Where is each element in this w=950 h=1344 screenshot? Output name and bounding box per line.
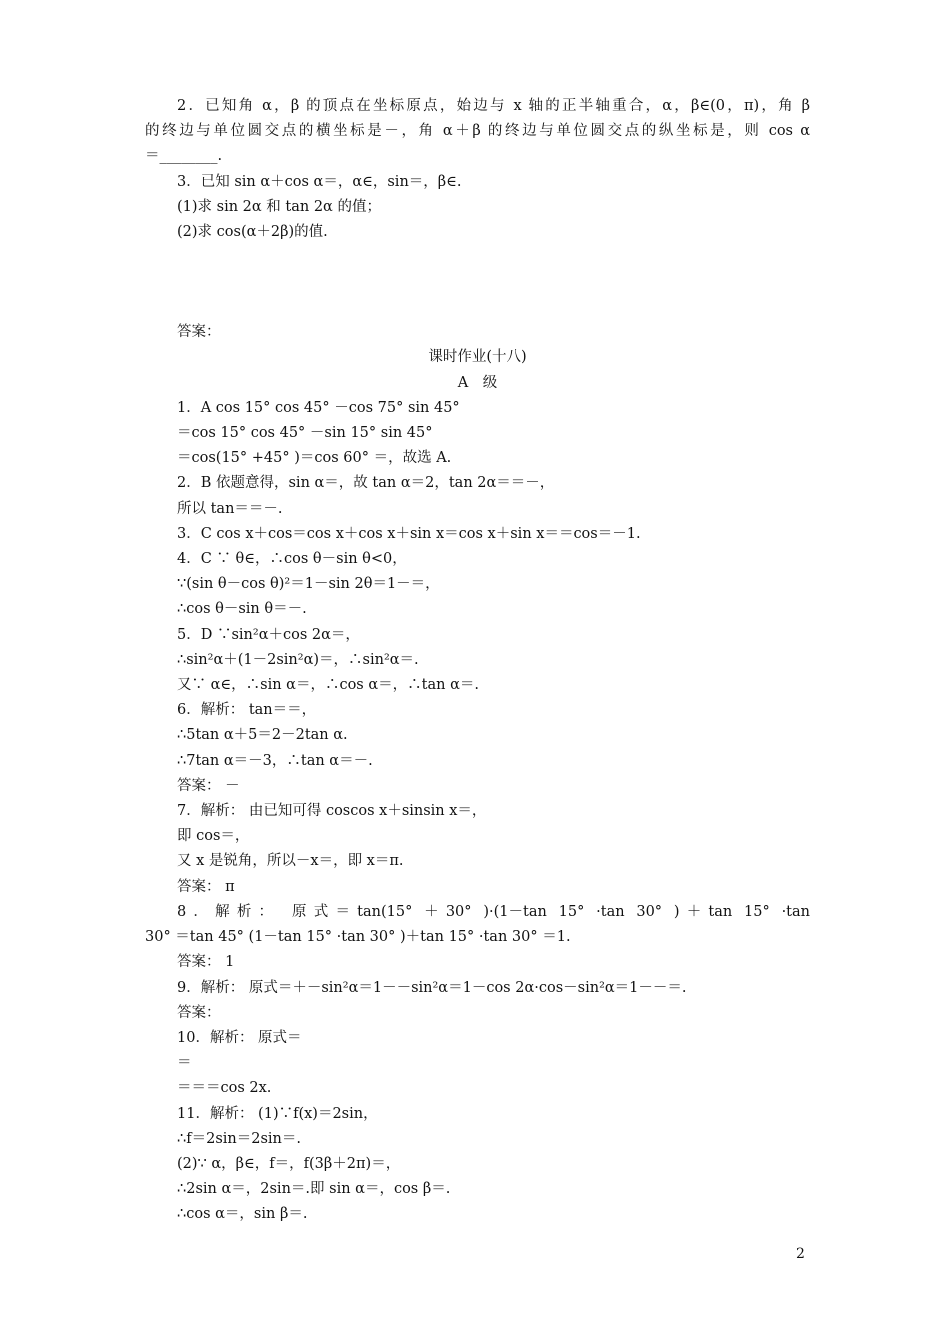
answer-line: ∴f＝2sin＝2sin＝. [177,1130,301,1147]
answer-line: 1．A cos 15° cos 45° －cos 75° sin 45° [177,399,460,416]
answer-line: 又∵ α∈，∴sin α＝，∴cos α＝，∴tan α＝. [177,677,479,694]
answer-line: 4．C ∵ θ∈，∴cos θ－sin θ<0， [177,551,407,568]
answer-line: 9．解析： 原式＝＋－sin²α＝1－－sin²α＝1－cos 2α·cos－sin²α＝1－－＝. [177,979,687,996]
answer-line: ∴7tan α＝－3，∴tan α＝－. [177,752,373,769]
answer-line: 6．解析： tan＝＝， [177,702,317,719]
answer-line: 答案： － [177,777,240,794]
answer-line: ∴cos θ－sin θ＝－. [177,601,307,618]
answers-heading: 答案： [177,324,221,341]
problem-3-part-1: (1)求 sin 2α 和 tan 2α 的值； [177,198,381,215]
problem-2-line-1: 2．已知角 α，β 的顶点在坐标原点，始边与 x 轴的正半轴重合，α，β∈(0，π)，角 β [177,98,810,114]
answer-line: 2．B 依题意得，sin α＝，故 tan α＝2，tan 2α＝＝－， [177,475,555,492]
page-number: 2 [796,1246,805,1262]
answer-line: 答案： 1 [177,954,235,971]
answer-line: 答案： π [177,878,235,895]
answer-line: 又 x 是锐角，所以－x＝，即 x＝π. [177,853,404,870]
answer-line: ＝cos 15° cos 45° －sin 15° sin 45° [177,425,433,442]
answer-line: ＝ [177,1055,192,1072]
answer-8-line-1: 8．解析： 原式＝tan(15° ＋30° )·(1－tan 15° ·tan 30° )＋tan 15° ·tan [177,903,810,920]
answer-line: 11．解析： (1)∵f(x)＝2sin， [177,1105,378,1122]
answer-line: ＝cos(15° +45° )＝cos 60° ＝，故选 A. [177,450,452,467]
answer-line: ＝＝＝cos 2x. [177,1080,272,1097]
answer-line: ∵(sin θ－cos θ)²＝1－sin 2θ＝1－＝， [177,576,440,593]
problem-3-part-2: (2)求 cos(α＋2β)的值. [177,224,328,241]
answer-line: 3．C cos x＋cos＝cos x＋cos x＋sin x＝cos x＋sin x＝＝cos＝－1. [177,525,641,542]
answer-line: ∴5tan α＋5＝2－2tan α. [177,727,348,744]
page-content [145,94,810,1228]
answer-line: 所以 tan＝＝－. [177,500,283,517]
answer-line: ∴cos α＝，sin β＝. [177,1206,308,1223]
answers-title: 课时作业(十八) [428,349,527,366]
answer-line: 10．解析： 原式＝ [177,1029,302,1046]
answer-line: 答案： [177,1004,221,1021]
spacer [145,245,810,320]
problem-2-line-2: 的终边与单位圆交点的横坐标是－，角 α＋β 的终边与单位圆交点的纵坐标是，则 cos α [145,123,810,140]
answers-level: A 级 [457,374,498,391]
answer-line: (2)∵ α，β∈，f＝，f(3β＋2π)＝， [177,1155,401,1172]
answer-8-line-2: 30° ＝tan 45° (1－tan 15° ·tan 30° )＋tan 15° ·tan 30° ＝1. [145,929,571,946]
answer-line: 7．解析： 由已知可得 coscos x＋sinsin x＝， [177,803,487,820]
problem-2-line-3: ＝________. [145,148,223,165]
answer-line: 5．D ∵sin²α＋cos 2α＝， [177,626,360,643]
answer-line: ∴sin²α＋(1－2sin²α)＝，∴sin²α＝. [177,651,419,668]
answer-line: ∴2sin α＝，2sin＝.即 sin α＝，cos β＝. [177,1181,451,1198]
answer-line: 即 cos＝， [177,828,250,845]
problem-3-line-1: 3．已知 sin α＋cos α＝，α∈，sin＝，β∈. [177,173,462,190]
